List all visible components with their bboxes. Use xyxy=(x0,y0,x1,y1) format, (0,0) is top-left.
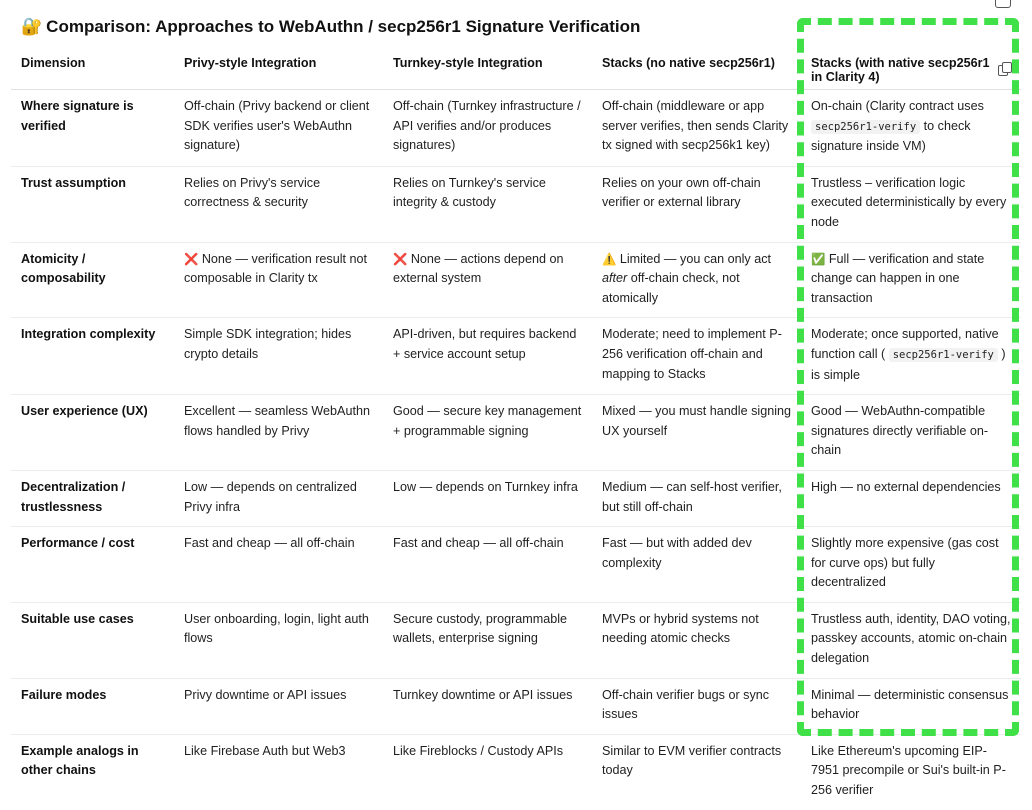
stacks-native-cell: Trustless – verification logic executed deterministically by every node xyxy=(801,166,1021,242)
turnkey-cell: Like Fireblocks / Custody APIs xyxy=(393,743,564,758)
check-mark-icon: ✅ xyxy=(811,251,826,266)
turnkey-cell: ❌ None — actions depend on external system xyxy=(383,242,592,318)
cross-mark-icon: ❌ xyxy=(393,251,408,266)
table-row xyxy=(11,166,1021,242)
page-title xyxy=(21,17,640,37)
turnkey-cell: Off-chain (Turnkey infrastructure / API verifies and/or produces signatures) xyxy=(383,90,592,167)
stacks-no-native-cell: Medium — can self-host verifier, but still off-chain xyxy=(592,470,801,526)
privy-cell: Relies on Privy's service correctness & security xyxy=(174,166,383,242)
turnkey-cell: Turnkey downtime or API issues xyxy=(383,678,592,734)
stacks-native-cell: Trustless auth, identity, DAO voting, passkey accounts, atomic on-chain delegation xyxy=(801,602,1021,678)
turnkey-cell: Fast and cheap — all off-chain xyxy=(383,527,592,603)
dimension-cell: Example analogs in other chains xyxy=(21,743,139,778)
table-row xyxy=(11,734,1021,809)
stacks-no-native-cell: Fast — but with added dev complexity xyxy=(592,527,801,603)
stacks-no-native-cell: Off-chain verifier bugs or sync issues xyxy=(592,678,801,734)
stacks-no-native-cell: MVPs or hybrid systems not needing atomic checks xyxy=(592,602,801,678)
stacks-no-native-cell: Off-chain (middleware or app server verifies, then sends Clarity tx signed with secp256k1 key) xyxy=(592,90,801,167)
comparison-table xyxy=(11,50,1021,810)
table-row xyxy=(11,470,1021,526)
privy-cell: Off-chain (Privy backend or client SDK verifies user's WebAuthn signature) xyxy=(174,90,383,167)
stacks-no-native-cell: ⚠️ Limited — you can only act after off-chain check, not atomically xyxy=(592,242,801,318)
table-header-row xyxy=(11,50,1021,90)
table-row xyxy=(11,242,1021,318)
stacks-native-cell: High — no external dependencies xyxy=(801,470,1021,526)
privy-cell: Low — depends on centralized Privy infra xyxy=(174,470,383,526)
dimension-cell: Failure modes xyxy=(11,678,174,734)
turnkey-cell: Good — secure key management + programmable signing xyxy=(383,395,592,471)
privy-cell: Privy downtime or API issues xyxy=(174,678,383,734)
privy-cell: Fast and cheap — all off-chain xyxy=(174,527,383,603)
privy-cell: ❌ None — verification result not composable in Clarity tx xyxy=(174,242,383,318)
stacks-no-native-cell: Relies on your own off-chain verifier or external library xyxy=(592,166,801,242)
dimension-cell: Decentralization / trustlessness xyxy=(11,470,174,526)
header-turnkey: Turnkey-style Integration xyxy=(383,50,592,90)
table-row xyxy=(11,527,1021,603)
header-stacks-no-native: Stacks (no native secp256r1) xyxy=(592,50,801,90)
stacks-native-cell: Minimal — deterministic consensus behavior xyxy=(801,678,1021,734)
table-row xyxy=(11,395,1021,471)
turnkey-cell: Secure custody, programmable wallets, enterprise signing xyxy=(383,602,592,678)
code-secp256r1-verify: secp256r1-verify xyxy=(889,348,998,362)
stacks-no-native-cell: Moderate; need to implement P-256 verification off-chain and mapping to Stacks xyxy=(592,318,801,395)
turnkey-cell: Relies on Turnkey's service integrity & custody xyxy=(383,166,592,242)
dimension-cell: User experience (UX) xyxy=(11,395,174,471)
privy-cell: Simple SDK integration; hides crypto details xyxy=(174,318,383,395)
turnkey-cell: API-driven, but requires backend + service account setup xyxy=(383,318,592,395)
stacks-native-cell: Slightly more expensive (gas cost for curve ops) but fully decentralized xyxy=(801,527,1021,603)
privy-cell: Excellent — seamless WebAuthn flows handled by Privy xyxy=(174,395,383,471)
dimension-cell: Trust assumption xyxy=(11,166,174,242)
page-title-text: Comparison: Approaches to WebAuthn / secp256r1 Signature Verification xyxy=(46,17,641,36)
privy-cell: User onboarding, login, light auth flows xyxy=(174,602,383,678)
dimension-cell: Performance / cost xyxy=(11,527,174,603)
stacks-native-cell: On-chain (Clarity contract uses secp256r1-verify to check signature inside VM) xyxy=(801,90,1021,167)
table-row xyxy=(11,90,1021,167)
turnkey-cell: Low — depends on Turnkey infra xyxy=(383,470,592,526)
dimension-cell: Integration complexity xyxy=(11,318,174,395)
stacks-native-cell: Moderate; once supported, native function call ( secp256r1-verify ) is simple xyxy=(801,318,1021,395)
copy-icon[interactable] xyxy=(998,62,1011,75)
dimension-cell: Suitable use cases xyxy=(11,602,174,678)
header-privy: Privy-style Integration xyxy=(174,50,383,90)
cross-mark-icon: ❌ xyxy=(184,251,199,266)
stacks-native-cell: Good — WebAuthn-compatible signatures directly verifiable on-chain xyxy=(801,395,1021,471)
privy-cell: Like Firebase Auth but Web3 xyxy=(184,743,346,758)
header-dimension: Dimension xyxy=(11,50,174,90)
table-row xyxy=(11,678,1021,734)
dimension-cell: Where signature is verified xyxy=(11,90,174,167)
stacks-native-cell: ✅ Full — verification and state change can happen in one transaction xyxy=(801,242,1021,318)
warning-icon: ⚠️ xyxy=(602,251,617,266)
table-row xyxy=(11,318,1021,395)
lock-with-key-icon: 🔐 xyxy=(21,17,43,37)
table-row xyxy=(11,602,1021,678)
stacks-native-cell: Like Ethereum's upcoming EIP-7951 precompile or Sui's built-in P-256 verifier xyxy=(811,743,1006,798)
window-corner-icon xyxy=(995,0,1011,8)
dimension-cell: Atomicity / composability xyxy=(11,242,174,318)
stacks-no-native-cell: Mixed — you must handle signing UX yourself xyxy=(592,395,801,471)
header-stacks-native: Stacks (with native secp256r1 in Clarity 4) xyxy=(801,50,1021,90)
code-secp256r1-verify: secp256r1-verify xyxy=(811,120,920,134)
stacks-no-native-cell: Similar to EVM verifier contracts today xyxy=(602,743,782,778)
